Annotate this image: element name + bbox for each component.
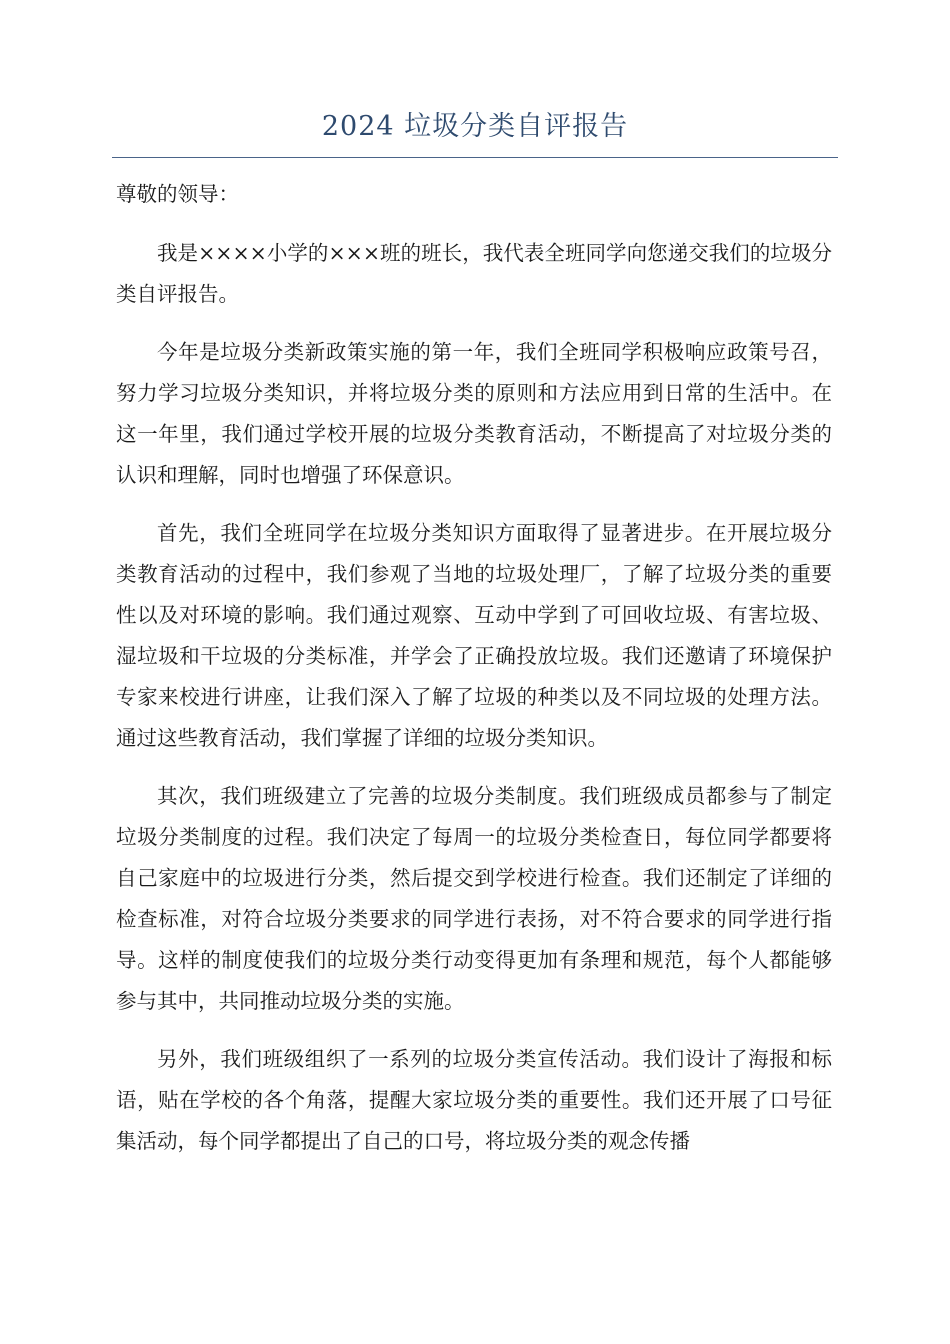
paragraph-intro: 我是××××小学的×××班的班长，我代表全班同学向您递交我们的垃圾分类自评报告。: [116, 241, 832, 306]
paragraph-system: 其次，我们班级建立了完善的垃圾分类制度。我们班级成员都参与了制定垃圾分类制度的过程。我们决定了每周一的垃圾分类检查日，每位同学都要将自己家庭中的垃圾进行分类，然后提交到学校进行检查。我们还制定了详细的检查标准，对符合垃圾分类要求的同学进行表扬，对不符合要求的同学进行指导。这样的制度使我们的垃圾分类行动变得更加有条理和规范，每个人都能够参与其中，共同推动垃圾分类的实施。: [116, 784, 832, 1013]
document-body: [116, 174, 832, 1179]
paragraph-background: 今年是垃圾分类新政策实施的第一年，我们全班同学积极响应政策号召，努力学习垃圾分类知识，并将垃圾分类的原则和方法应用到日常的生活中。在这一年里，我们通过学校开展的垃圾分类教育活动，不断提高了对垃圾分类的认识和理解，同时也增强了环保意识。: [116, 340, 832, 487]
paragraph-promotion: 另外，我们班级组织了一系列的垃圾分类宣传活动。我们设计了海报和标语，贴在学校的各个角落，提醒大家垃圾分类的重要性。我们还开展了口号征集活动，每个同学都提出了自己的口号，将垃圾分类的观念传播: [116, 1047, 832, 1153]
salutation: 尊敬的领导：: [116, 182, 239, 206]
document-title: 2024 垃圾分类自评报告: [321, 111, 629, 142]
paragraph-knowledge: 首先，我们全班同学在垃圾分类知识方面取得了显著进步。在开展垃圾分类教育活动的过程中，我们参观了当地的垃圾处理厂，了解了垃圾分类的重要性以及对环境的影响。我们通过观察、互动中学到了可回收垃圾、有害垃圾、湿垃圾和干垃圾的分类标准，并学会了正确投放垃圾。我们还邀请了环境保护专家来校进行讲座，让我们深入了解了垃圾的种类以及不同垃圾的处理方法。通过这些教育活动，我们掌握了详细的垃圾分类知识。: [116, 521, 832, 750]
title-divider: [112, 157, 838, 158]
